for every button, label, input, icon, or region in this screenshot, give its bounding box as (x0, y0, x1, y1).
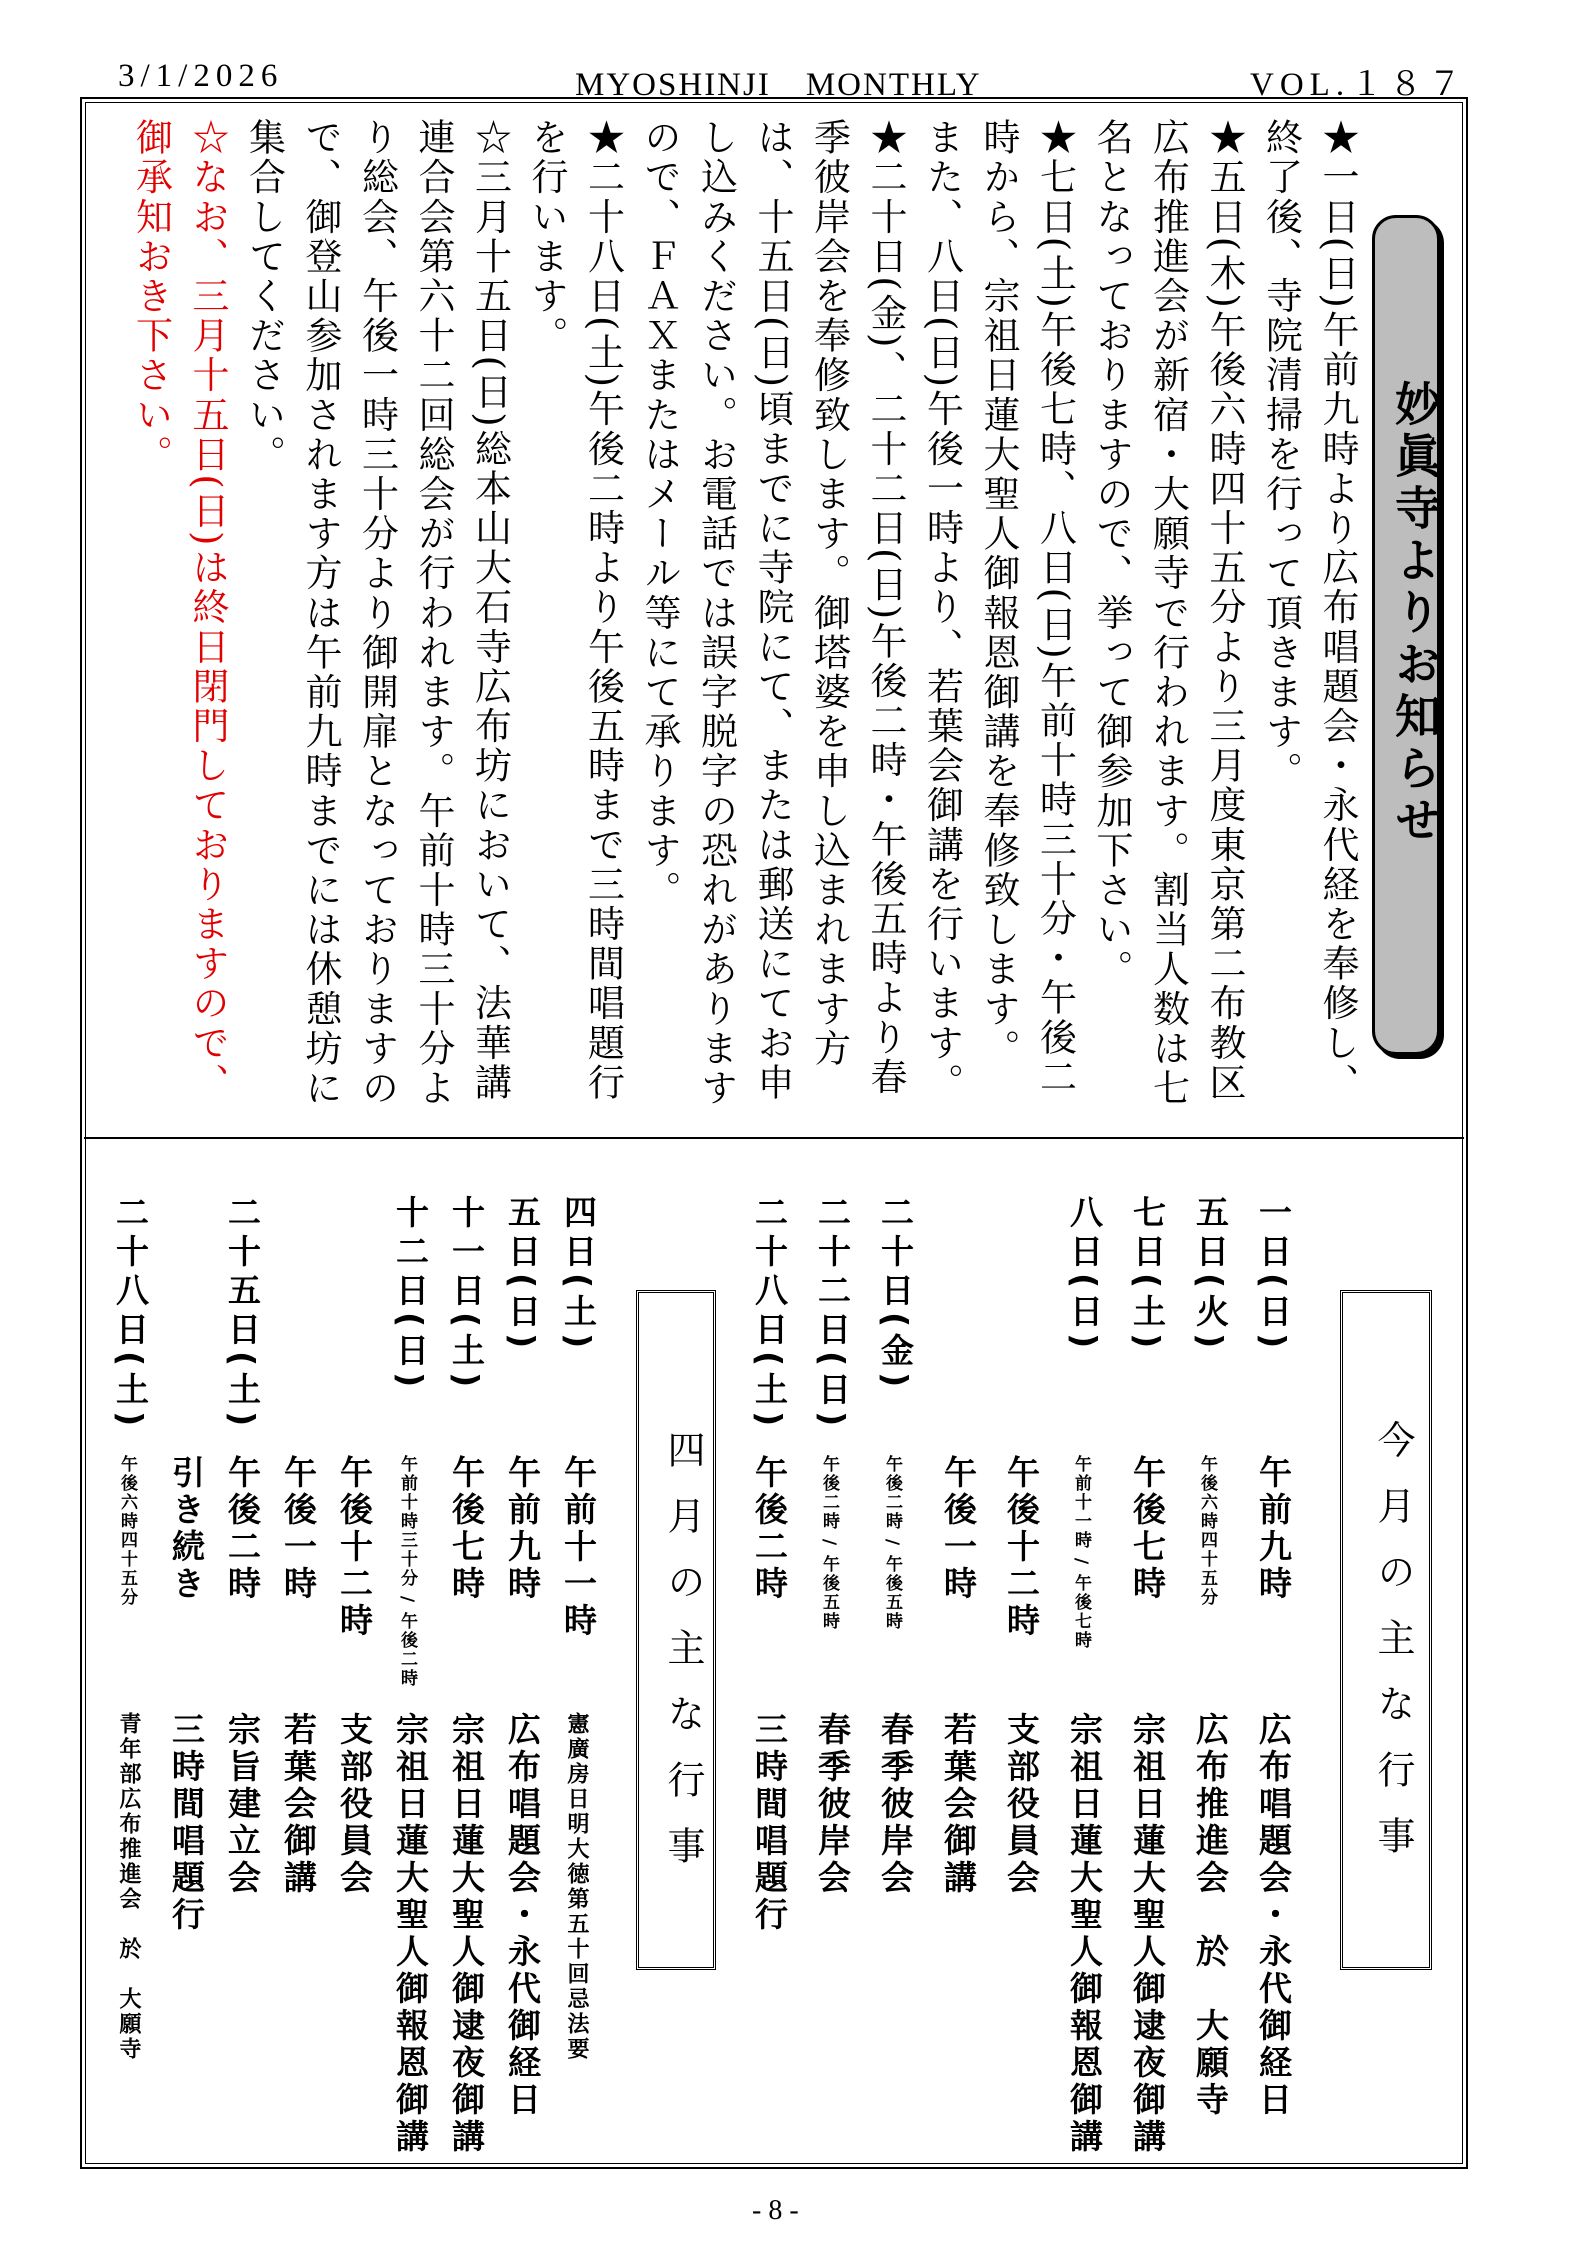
schedule-time: 午前十一時 (559, 1455, 598, 1640)
schedule-event: 宗旨建立会 (223, 1712, 262, 1897)
notice-paragraph: ★二十日(金)、二十二日(日)午後二時・午後五時より春季彼岸会を奉修致します。御塔婆を申し込まれます方は、十五日(日)頃までに寺院にて、または郵送にてお申し込みください。お電話では誤字脱字の恐れがありますので、ＦＡＸまたはメール等にて承ります。 (638, 118, 907, 1108)
newsletter-title: MYOSHINJI MONTHLY (575, 67, 982, 103)
schedule-date: 四日(土) (559, 1195, 598, 1355)
schedule-event: 宗祖日蓮大聖人御報恩御講 (391, 1712, 430, 2156)
schedule-event: 支部役員会 (335, 1712, 374, 1897)
schedule-event: 青年部広布推進会 於 大願寺 (116, 1712, 141, 2062)
schedule-event: 広布推進会 於 大願寺 (1191, 1712, 1230, 2119)
april-title: 四月の主な行事 (661, 1430, 705, 1892)
schedule-event: 春季彼岸会 (813, 1712, 852, 1897)
section-divider (84, 1137, 1464, 1139)
schedule-time: 午後六時四十五分 (1197, 1455, 1217, 1607)
schedule-event: 三時間唱題行 (750, 1712, 789, 1934)
notice-paragraph: また、八日(日)午後一時より、若葉会御講を行います。 (920, 118, 964, 1103)
notice-body (130, 118, 1365, 1128)
schedule-time: 引き続き (167, 1455, 206, 1603)
schedule-time: 午後十二時 (1002, 1455, 1041, 1640)
schedule-time: 午後七時 (447, 1455, 486, 1603)
schedule-date: 二十二日(日) (813, 1195, 852, 1433)
schedule-time: 午後二時 / 午後五時 (819, 1455, 839, 1632)
schedule-event: 広布唱題会・永代御経日 (503, 1712, 542, 2119)
schedule-event: 宗祖日蓮大聖人御報恩御講 (1065, 1712, 1104, 2156)
volume-number: VOL.１８７ (1250, 67, 1468, 103)
schedule-event: 支部役員会 (1002, 1712, 1041, 1897)
schedule-date: 五日(火) (1191, 1195, 1230, 1355)
schedule-event: 若葉会御講 (939, 1712, 978, 1897)
schedule-time: 午前十時三十分 / 午後二時 (397, 1455, 417, 1689)
this-month-title: 今月の主な行事 (1371, 1420, 1415, 1882)
schedule-event: 広布唱題会・永代御経日 (1254, 1712, 1293, 2119)
schedule-time: 午後二時 (223, 1455, 262, 1603)
schedule-event: 宗祖日蓮大聖人御逮夜御講 (1128, 1712, 1167, 2156)
notice-paragraph: ★二十八日(土)午後二時より午後五時まで三時間唱題行を行います。 (525, 118, 625, 1103)
schedule-date: 十一日(土) (447, 1195, 486, 1394)
schedule-event: 三時間唱題行 (167, 1712, 206, 1934)
notice-paragraph: ★七日(土)午後七時、八日(日)午前十時三十分・午後二時から、宗祖日蓮大聖人御報恩御講を奉修致します。 (977, 118, 1077, 1097)
notice-red-note: ☆なお、三月十五日(日)は終日閉門しておりますので、御承知おき下さい。 (129, 118, 229, 1103)
schedule-time: 午前九時 (1254, 1455, 1293, 1603)
schedule-date: 五日(日) (503, 1195, 542, 1355)
schedule-time: 午後七時 (1128, 1455, 1167, 1603)
schedule-time: 午前九時 (503, 1455, 542, 1603)
schedule-date: 十二日(日) (391, 1195, 430, 1394)
schedule-date: 二十八日(土) (111, 1195, 150, 1433)
schedule-event: 春季彼岸会 (876, 1712, 915, 1897)
schedule-event: 憲廣房日明大徳第五十回忌法要 (564, 1712, 589, 2062)
notice-title: 妙眞寺よりお知らせ (1388, 380, 1442, 848)
schedule-date: 一日(日) (1254, 1195, 1293, 1355)
schedule-event: 宗祖日蓮大聖人御逮夜御講 (447, 1712, 486, 2156)
notice-paragraph: ★五日(木)午後六時四十五分より三月度東京第二布教区広布推進会が新宿・大願寺で行われます。割当人数は七名となっておりますので、挙って御参加下さい。 (1090, 118, 1246, 1108)
schedule-date: 八日(日) (1065, 1195, 1104, 1355)
schedule-time: 午後一時 (939, 1455, 978, 1603)
schedule-time: 午後十二時 (335, 1455, 374, 1640)
schedule-time: 午後二時 (750, 1455, 789, 1603)
page-number: - 8 - (752, 2195, 799, 2226)
schedule-date: 七日(土) (1128, 1195, 1167, 1355)
notice-paragraph: ★一日(日)午前九時より広布唱題会・永代経を奉修し、終了後、寺院清掃を行って頂きます。 (1259, 118, 1359, 1103)
schedule-date: 二十五日(土) (223, 1195, 262, 1433)
schedule-time: 午前十一時 / 午後七時 (1071, 1455, 1091, 1651)
schedule-time: 午後六時四十五分 (117, 1455, 137, 1607)
schedule-time: 午後一時 (279, 1455, 318, 1603)
schedule-date: 二十八日(土) (750, 1195, 789, 1433)
notice-paragraph: ☆三月十五日(日)総本山大石寺広布坊において、法華講連合会第六十二回総会が行われます。午前十時三十分より総会、午後一時三十分より御開扉となっておりますので、御登山参加されます方は午前九時までには休憩坊に集合してください。 (242, 118, 512, 1108)
schedule-event: 若葉会御講 (279, 1712, 318, 1897)
schedule-time: 午後二時 / 午後五時 (882, 1455, 902, 1632)
issue-date: 3/1/2026 (118, 58, 284, 94)
schedule-date: 二十日(金) (876, 1195, 915, 1394)
